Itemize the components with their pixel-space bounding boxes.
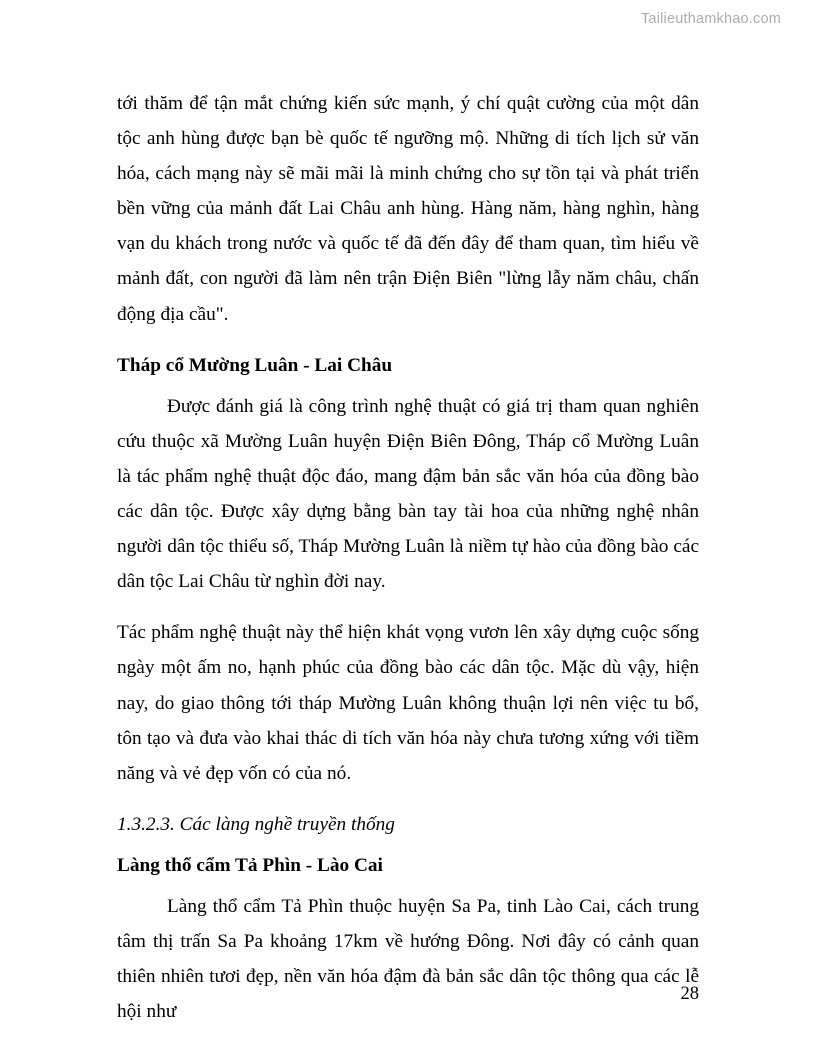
paragraph-thap-co-description: Được đánh giá là công trình nghệ thuật có giá trị tham quan nghiên cứu thuộc xã Mường Luân huyện Điện Biên Đông, Tháp cổ Mường Luân là tác phẩm nghệ thuật độc đáo, mang đậm bản sắc văn hóa của đồng bào các dân tộc. Được xây dựng bằng bàn tay tài hoa của những nghệ nhân người dân tộc thiểu số, Tháp Mường Luân là niềm tự hào của đồng bào các dân tộc Lai Châu từ nghìn đời nay. [117,395,699,593]
heading-lang-tho-cam-ta-phin: Làng thổ cẩm Tả Phìn - Lào Cai [117,854,383,876]
watermark-label: Tailieuthamkhao.com [640,11,781,27]
paragraph-tac-pham-nghe-thuat: Tác phẩm nghệ thuật này thể hiện khát vọng vươn lên xây dựng cuộc sống ngày một ấm no, hạnh phúc của đồng bào các dân tộc. Mặc dù vậy, hiện nay, do giao thông tới tháp Mường Luân không thuận lợi nên việc tu bổ, tôn tạo và đưa vào khai thác di tích văn hóa này chưa tương xứng với tiềm năng và vẻ đẹp vốn có của nó. [117,622,699,784]
paragraph-continuation: tới thăm để tận mắt chứng kiến sức mạnh, ý chí quật cường của một dân tộc anh hùng được bạn bè quốc tế ngưỡng mộ. Những di tích lịch sử văn hóa, cách mạng này sẽ mãi mãi là minh chứng cho sự tồn tại và phát triển bền vững của mảnh đất Lai Châu anh hùng. Hàng năm, hàng nghìn, hàng vạn du khách trong nước và quốc tế đã đến đây để tham quan, tìm hiểu về mảnh đất, con người đã làm nên trận Điện Biên "lừng lẫy năm châu, chấn động địa cầu". [117,93,699,325]
heading-thap-co-muong-luan: Tháp cổ Mường Luân - Lai Châu [117,354,393,376]
paragraph-lang-tho-cam-description: Làng thổ cẩm Tả Phìn thuộc huyện Sa Pa, tinh Lào Cai, cách trung tâm thị trấn Sa Pa khoảng 17km về hướng Đông. Nơi đây có cảnh quan thiên nhiên tươi đẹp, nền văn hóa đậm đà bản sắc dân tộc thông qua các lễ hội như [117,895,699,1023]
section-heading-1-3-2-3: 1.3.2.3. Các làng nghề truyền thống [117,813,395,835]
page-number: 28 [680,984,699,1004]
document-body [117,86,699,1029]
